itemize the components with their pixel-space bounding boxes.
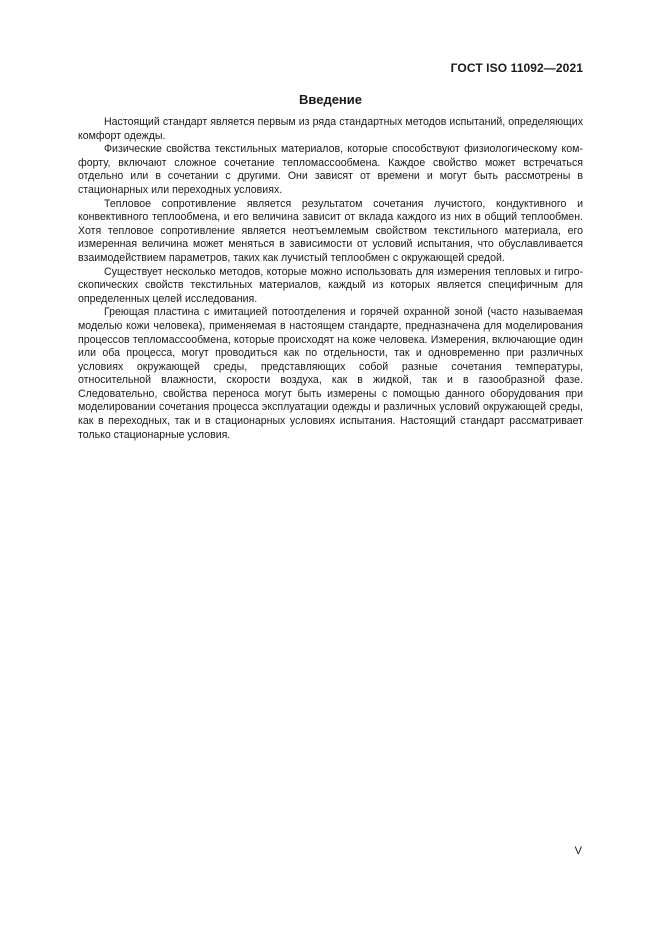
section-title: Введение [299,92,362,107]
body-text [78,116,583,442]
paragraph-4: Существует несколько методов, которые можно использовать для измерения тепловых и гигроскопических свойств текстильных материалов, каждый из которых является специфичным для определенных целей исследования. [78,265,583,305]
page-number: V [574,845,582,857]
paragraph-5: Греющая пластина с имитацией потоотделения и горячей охранной зоной (часто называемая моделью кожи человека), применяемая в настоящем стандарте, предназначена для моделирования процессов тепломассообмена, которые происходят на коже человека. Измерения, включающие один или оба процесса, могут проводиться как по отдельности, так и одновременно при различных условиях окружающей среды, представляющих собой разные сочетания температуры, относительной влажности, скорости воздуха, как в жидкой, так и в газообразной фазе. Следовательно, свойства переноса могут быть измерены с помощью данного оборудования при моделировании сочетания процесса эксплуатации одежды и различных условий окружающей среды, как в переходных, так и в стационарных условиях испытания. Настоящий стандарт рассматривает только стационарные условия. [78,306,583,441]
standard-header: ГОСТ ISO 11092—2021 [450,61,583,75]
paragraph-1: Настоящий стандарт является первым из ряда стандартных методов испытаний, определяющих комфорт одежды. [78,116,583,142]
paragraph-2: Физические свойства текстильных материалов, которые способствуют физиологическому комфорту, включают сложное сочетание тепломассообмена. Каждое свойство может встречаться отдельно или в сочетании с другими. Они зависят от времени и могут быть рассмотрены в стационарных или переходных условиях. [78,143,583,196]
paragraph-3: Тепловое сопротивление является результатом сочетания лучистого, кондуктивного и конвективного теплообмена, и его величина зависит от вклада каждого из них в общий теплообмен. Хотя тепловое сопротивление является неотъемлемым свойством текстильного материала, его измеренная величина может меняться в зависимости от условий испытания, что обуславливается взаимодействием параметров, таких как лучистый теплообмен с окружающей средой. [78,197,583,264]
